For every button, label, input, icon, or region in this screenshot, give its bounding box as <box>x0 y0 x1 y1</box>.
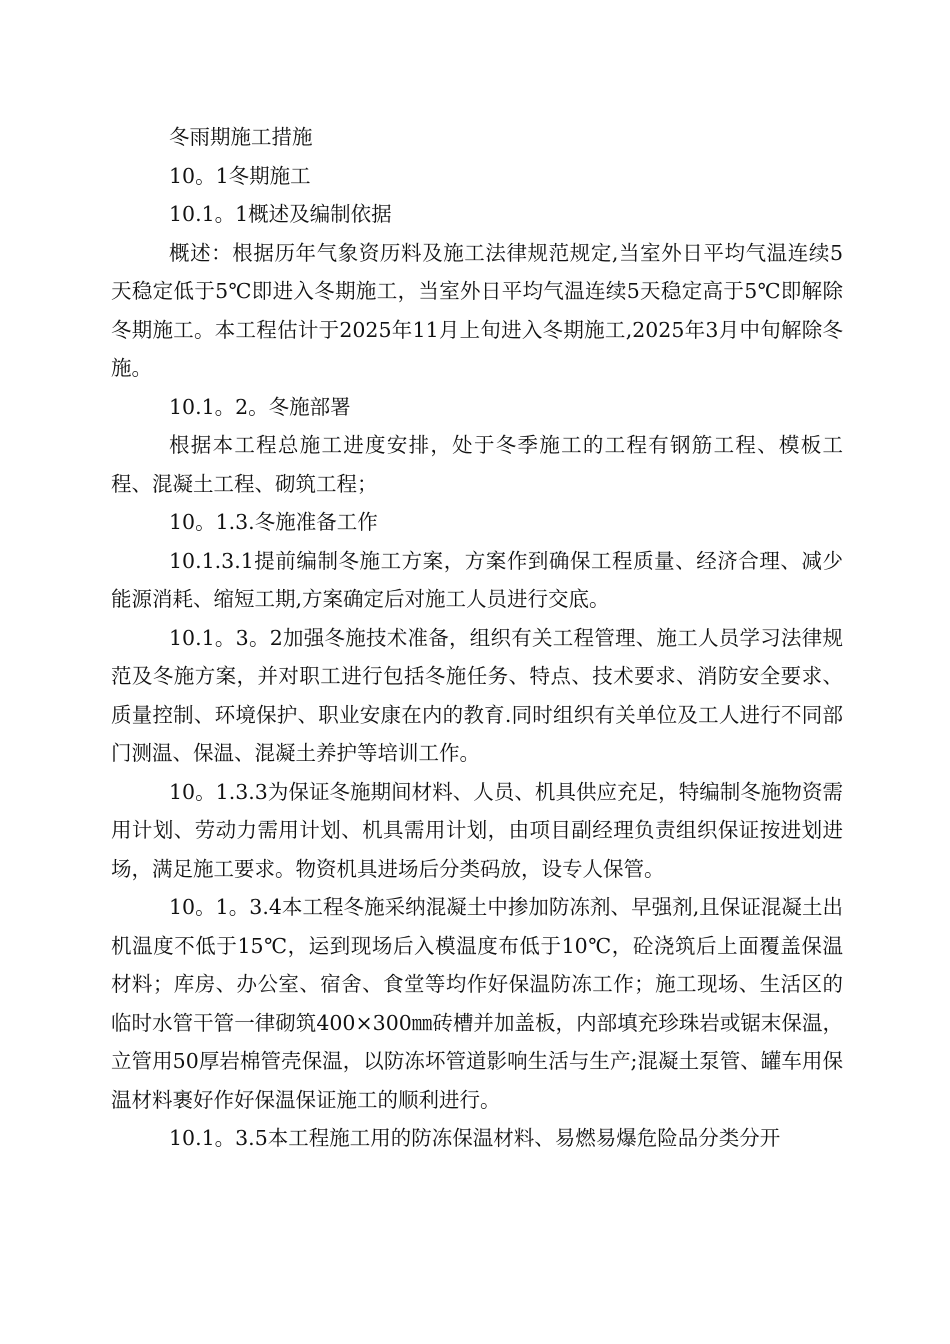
paragraph-deployment: 根据本工程总施工进度安排，处于冬季施工的工程有钢筋工程、模板工程、混凝土工程、砌筑工程； <box>111 433 843 496</box>
paragraph-10-1-3-4: 10。1。3.4本工程冬施采纳混凝土中掺加防冻剂、早强剂,且保证混凝土出机温度不低于15℃，运到现场后入模温度布低于10℃，砼浇筑后上面覆盖保温材料；库房、办公室、宿舍、食堂等均作好保温防冻工作；施工现场、生活区的临时水管干管一律砌筑400×300㎜砖槽并加盖板，内部填充珍珠岩或锯末保温，立管用50厚岩棉管壳保温，以防冻坏管道影响生活与生产;混凝土泵管、罐车用保温材料裹好作好保温保证施工的顺利进行。 <box>111 895 843 1112</box>
paragraph-10-1-3-5: 10.1。3.5本工程施工用的防冻保温材料、易燃易爆危险品分类分开 <box>169 1126 781 1150</box>
document-body <box>111 118 843 1158</box>
heading-deployment: 10.1。2。冬施部署 <box>169 394 351 419</box>
paragraph-overview: 概述：根据历年气象资历料及施工法律规范规定,当室外日平均气温连续5天稳定低于5℃即进入冬期施工，当室外日平均气温连续5天稳定高于5℃即解除冬期施工。本工程估计于2025年11月上旬进入冬期施工,2025年3月中旬解除冬施。 <box>111 240 843 380</box>
paragraph-10-1-3-3: 10。1.3.3为保证冬施期间材料、人员、机具供应充足，特编制冬施物资需用计划、劳动力需用计划、机具需用计划，由项目副经理负责组织保证按进划进场，满足施工要求。物资机具进场后分类码放，设专人保管。 <box>111 779 843 881</box>
paragraph-10-1-3-1: 10.1.3.1提前编制冬施工方案，方案作到确保工程质量、经济合理、减少能源消耗、缩短工期,方案确定后对施工人员进行交底。 <box>111 548 843 611</box>
paragraph-10-1-3-2: 10.1。3。2加强冬施技术准备，组织有关工程管理、施工人员学习法律规范及冬施方案，并对职工进行包括冬施任务、特点、技术要求、消防安全要求、质量控制、环境保护、职业安康在内的教育.同时组织有关单位及工人进行不同部门测温、保温、混凝土养护等培训工作。 <box>111 625 843 765</box>
heading-overview: 10.1。1概述及编制依据 <box>169 202 392 226</box>
heading-winter-construction: 10。1冬期施工 <box>169 163 311 188</box>
section-title: 冬雨期施工措施 <box>169 125 313 149</box>
heading-preparation: 10。1.3.冬施准备工作 <box>169 510 378 534</box>
